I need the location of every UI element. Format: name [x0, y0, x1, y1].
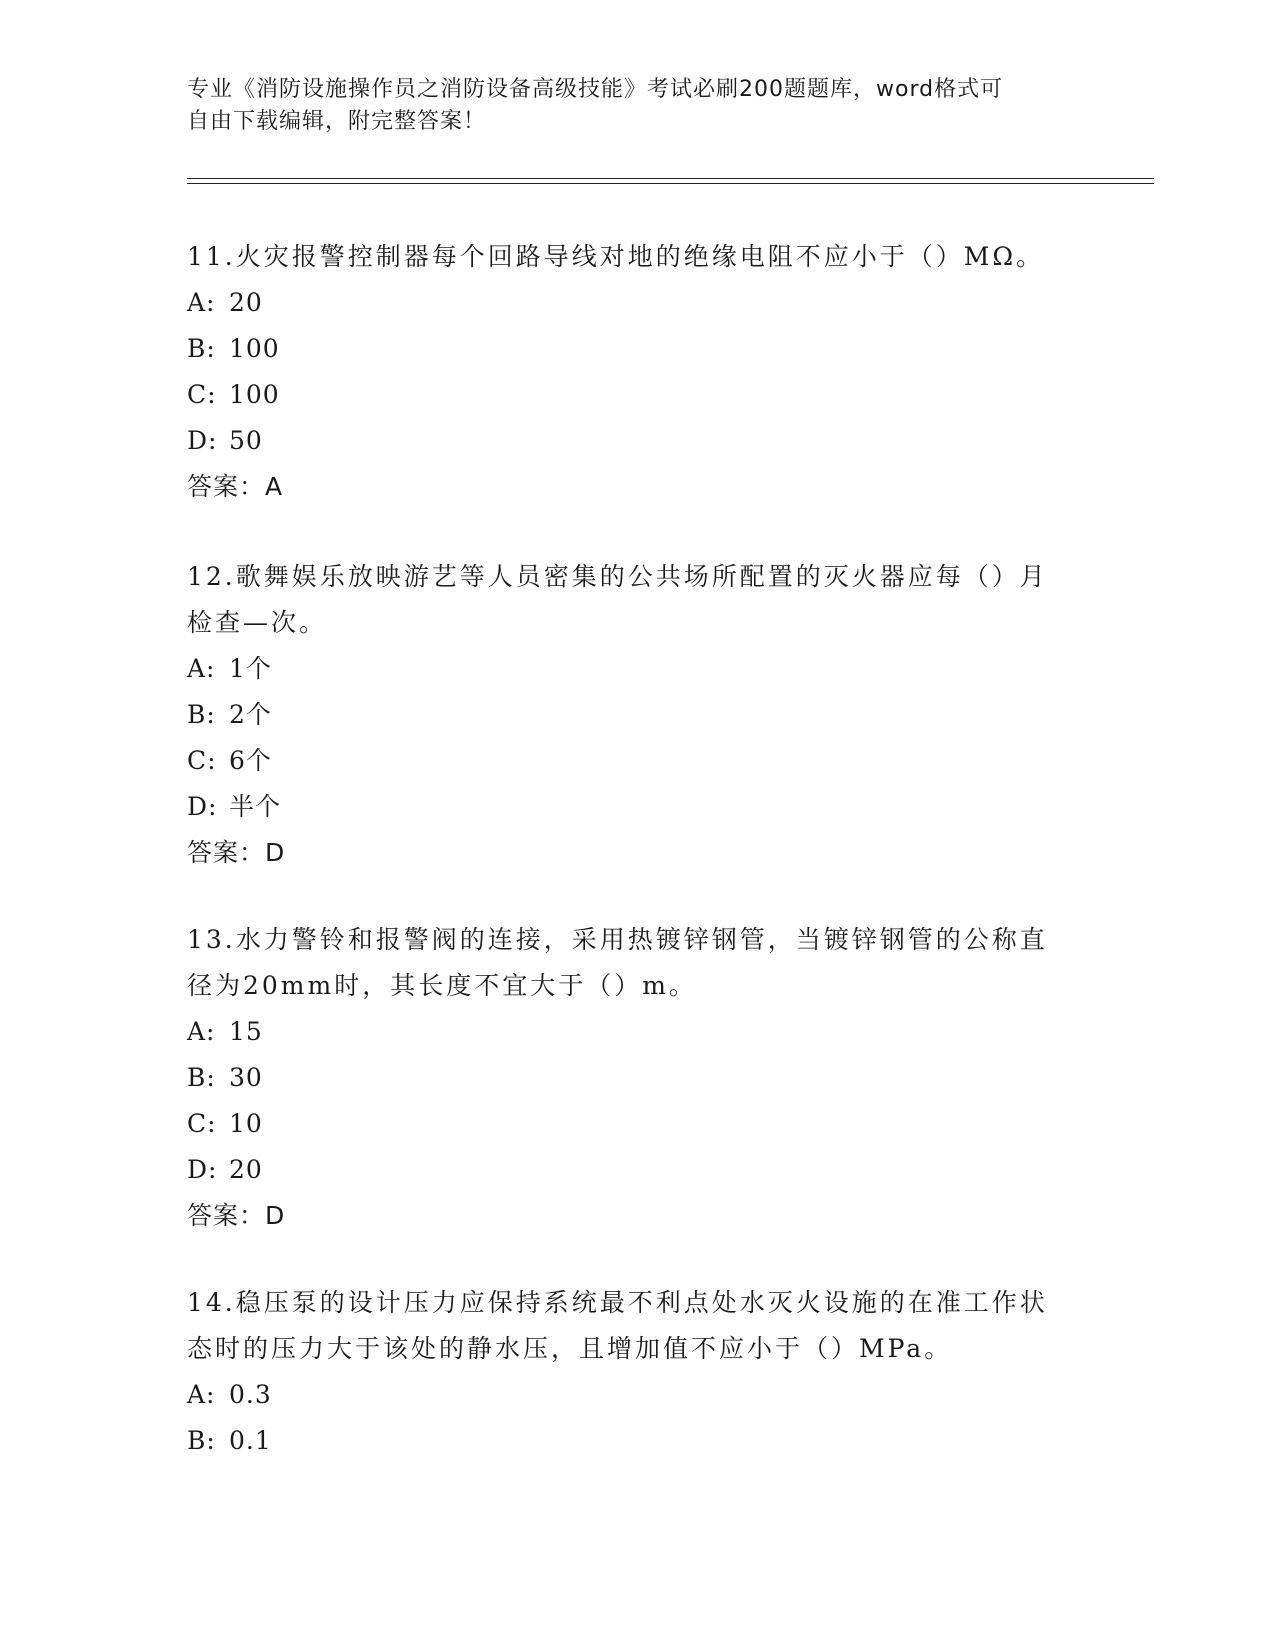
question-stem-line: 态时的压力大于该处的静水压，且增加值不应小于（）MPa。 — [187, 1334, 953, 1363]
option-text: 6个 — [229, 746, 272, 775]
option-b — [187, 692, 1067, 738]
option-text: 0.1 — [229, 1426, 272, 1455]
option-key: B: — [187, 700, 216, 729]
option-text: 20 — [229, 1155, 263, 1184]
question-stem — [187, 1280, 1067, 1372]
option-a — [187, 646, 1067, 692]
option-key: A: — [187, 288, 216, 317]
header-line-1: 专业《消防设施操作员之消防设备高级技能》考试必刷200题题库，word格式可 — [187, 77, 1004, 102]
option-text: 100 — [229, 380, 280, 409]
option-text: 50 — [229, 426, 263, 455]
option-text: 2个 — [229, 700, 272, 729]
option-text: 15 — [229, 1017, 263, 1046]
option-key: A: — [187, 1017, 216, 1046]
question-stem — [187, 234, 1067, 280]
question-12 — [187, 554, 1067, 876]
question-11 — [187, 234, 1067, 510]
question-stem-line: 14.稳压泵的设计压力应保持系统最不利点处水灭火设施的在准工作状 — [187, 1288, 1048, 1317]
option-text: 30 — [229, 1063, 263, 1092]
option-c — [187, 372, 1067, 418]
option-a — [187, 280, 1067, 326]
option-text: 半个 — [229, 792, 282, 821]
option-d — [187, 784, 1067, 830]
option-key: D: — [187, 1155, 218, 1184]
answer-label: 答案：D — [187, 1201, 286, 1230]
option-key: B: — [187, 1063, 216, 1092]
question-stem-line: 11.火灾报警控制器每个回路导线对地的绝缘电阻不应小于（）MΩ。 — [187, 242, 1045, 271]
header-divider-top — [187, 178, 1154, 179]
option-key: D: — [187, 426, 218, 455]
option-text: 20 — [229, 288, 263, 317]
document-header — [187, 74, 1067, 138]
option-key: C: — [187, 1109, 217, 1138]
option-text: 10 — [229, 1109, 263, 1138]
option-key: B: — [187, 334, 216, 363]
option-c — [187, 738, 1067, 784]
option-key: D: — [187, 792, 218, 821]
option-text: 1个 — [229, 654, 272, 683]
answer-label: 答案：A — [187, 472, 284, 501]
option-d — [187, 418, 1067, 464]
option-key: C: — [187, 380, 217, 409]
option-text: 0.3 — [229, 1380, 272, 1409]
option-a — [187, 1372, 1067, 1418]
option-key: C: — [187, 746, 217, 775]
option-b — [187, 1055, 1067, 1101]
question-14 — [187, 1280, 1067, 1464]
option-key: A: — [187, 654, 216, 683]
option-c — [187, 1101, 1067, 1147]
header-divider-bottom — [187, 183, 1154, 184]
option-text: 100 — [229, 334, 280, 363]
question-stem — [187, 917, 1067, 1009]
option-key: A: — [187, 1380, 216, 1409]
question-stem-line: 径为20mm时，其长度不宜大于（）m。 — [187, 971, 697, 1000]
question-13 — [187, 917, 1067, 1239]
option-key: B: — [187, 1426, 216, 1455]
header-line-2: 自由下载编辑，附完整答案！ — [187, 109, 487, 134]
question-stem-line: 13.水力警铃和报警阀的连接，采用热镀锌钢管，当镀锌钢管的公称直 — [187, 925, 1048, 954]
question-stem — [187, 554, 1067, 646]
question-stem-line: 12.歌舞娱乐放映游艺等人员密集的公共场所配置的灭火器应每（）月 — [187, 562, 1048, 591]
option-a — [187, 1009, 1067, 1055]
question-stem-line: 检查—次。 — [187, 608, 328, 637]
answer-label: 答案：D — [187, 838, 286, 867]
option-d — [187, 1147, 1067, 1193]
option-b — [187, 326, 1067, 372]
option-b — [187, 1418, 1067, 1464]
